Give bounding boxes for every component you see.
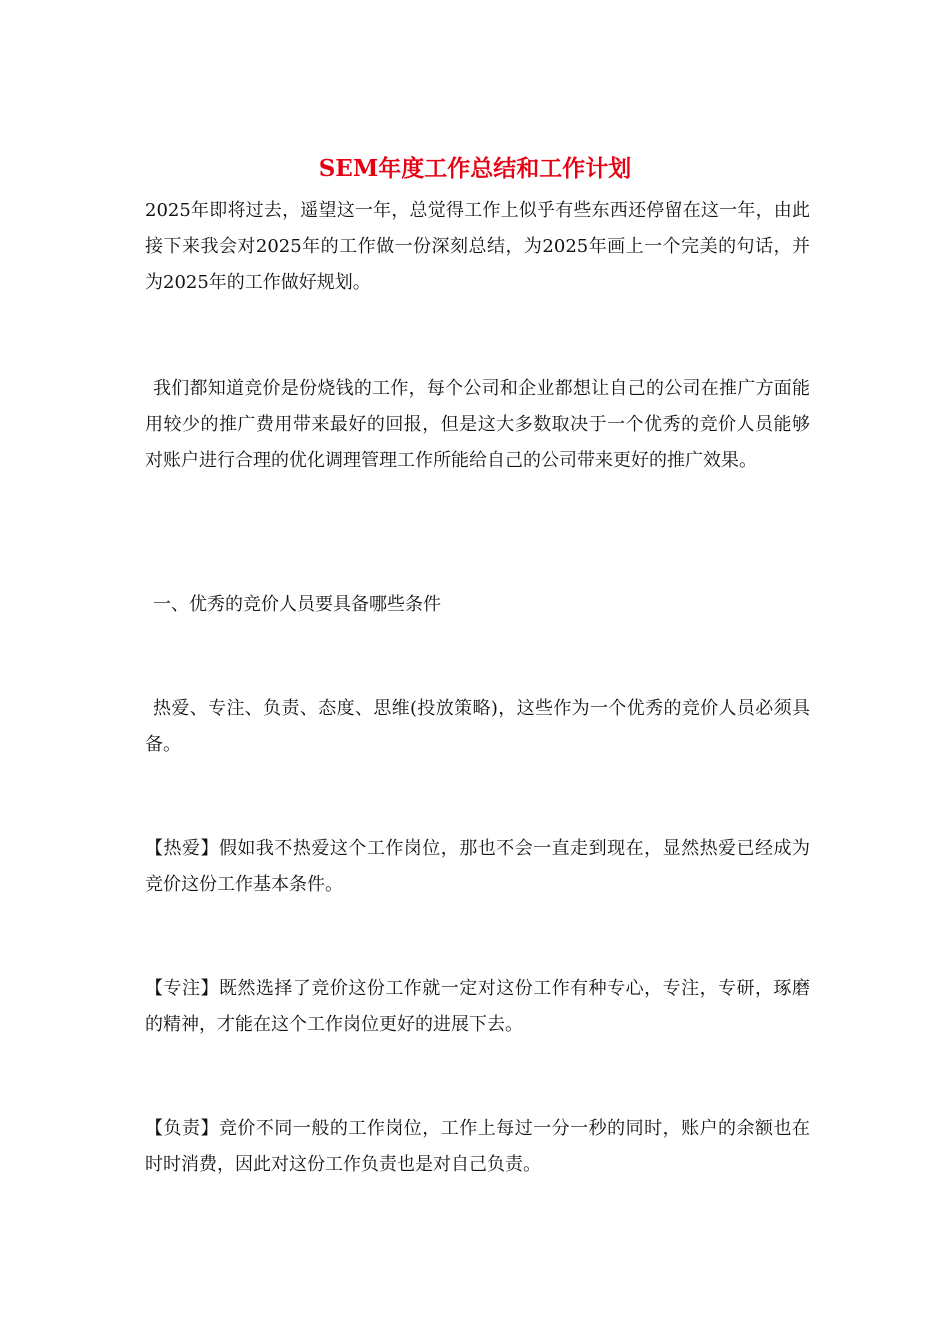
paragraph-passion: 【热爱】假如我不热爱这个工作岗位，那也不会一直走到现在，显然热爱已经成为竞价这份工作基本条件。 xyxy=(145,838,810,895)
paragraph-bidding-overview: 我们都知道竞价是份烧钱的工作，每个公司和企业都想让自己的公司在推广方面能用较少的推广费用带来最好的回报，但是这大多数取决于一个优秀的竞价人员能够对账户进行合理的优化调理管理工作所能给自己的公司带来更好的推广效果。 xyxy=(145,378,810,471)
paragraph-intro: 2025年即将过去，遥望这一年，总觉得工作上似乎有些东西还停留在这一年，由此接下来我会对2025年的工作做一份深刻总结，为2025年画上一个完美的句话，并为2025年的工作做好规划。 xyxy=(145,200,810,293)
section-heading-qualities: 一、优秀的竞价人员要具备哪些条件 xyxy=(153,594,441,615)
paragraph-responsibility: 【负责】竞价不同一般的工作岗位，工作上每过一分一秒的同时，账户的余额也在时时消费，因此对这份工作负责也是对自己负责。 xyxy=(145,1118,810,1175)
document-title: SEM年度工作总结和工作计划 xyxy=(318,155,632,182)
paragraph-qualities-list: 热爱、专注、负责、态度、思维(投放策略)，这些作为一个优秀的竞价人员必须具备。 xyxy=(145,698,810,755)
paragraph-focus: 【专注】既然选择了竞价这份工作就一定对这份工作有种专心，专注，专研，琢磨的精神，才能在这个工作岗位更好的进展下去。 xyxy=(145,978,810,1035)
